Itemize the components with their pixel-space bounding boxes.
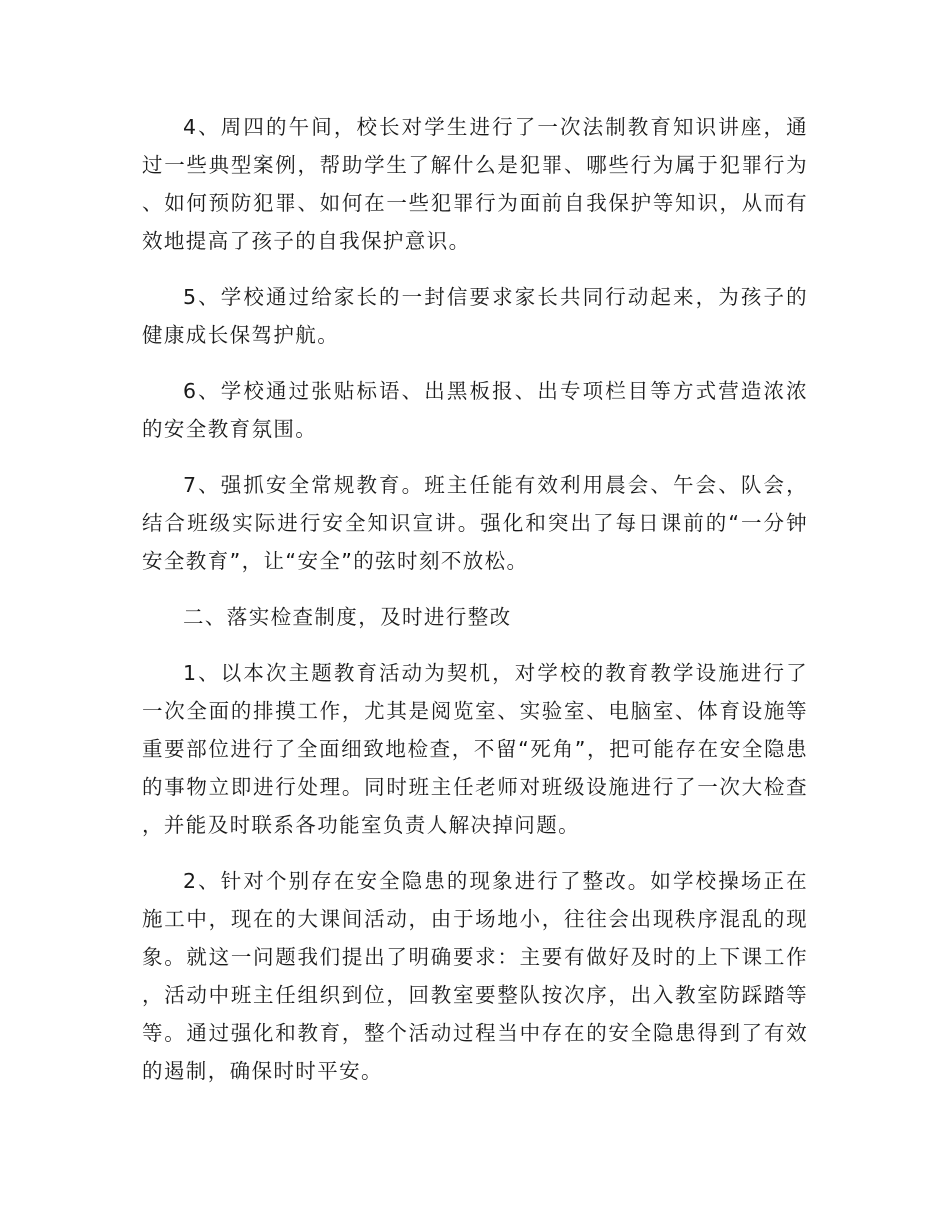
paragraph-item-7: 7、强抓安全常规教育。班主任能有效利用晨会、午会、队会，结合班级实际进行安全知识宣讲。强化和突出了每日课前的“一分钟安全教育”，让“安全”的弦时刻不放松。 — [142, 473, 808, 573]
paragraph-item-4: 4、周四的午间，校长对学生进行了一次法制教育知识讲座，通过一些典型案例，帮助学生了解什么是犯罪、哪些行为属于犯罪行为、如何预防犯罪、如何在一些犯罪行为面前自我保护等知识，从而有效地提高了孩子的自我保护意识。 — [142, 115, 808, 253]
paragraph-item-6: 6、学校通过张贴标语、出黑板报、出专项栏目等方式营造浓浓的安全教育氛围。 — [142, 379, 808, 441]
section-heading-2: 二、落实检查制度，及时进行整改 — [183, 605, 512, 629]
paragraph-item-5: 5、学校通过给家长的一封信要求家长共同行动起来，为孩子的健康成长保驾护航。 — [142, 285, 808, 347]
paragraph-item-2: 2、针对个别存在安全隐患的现象进行了整改。如学校操场正在施工中，现在的大课间活动，由于场地小，往往会出现秩序混乱的现象。就这一问题我们提出了明确要求：主要有做好及时的上下课工作，活动中班主任组织到位，回教室要整队按次序，出入教室防踩踏等等。通过强化和教育，整个活动过程当中存在的安全隐患得到了有效的遏制，确保时时平安。 — [142, 869, 808, 1083]
paragraph-item-1: 1、以本次主题教育活动为契机，对学校的教育教学设施进行了一次全面的排摸工作，尤其是阅览室、实验室、电脑室、体育设施等重要部位进行了全面细致地检查，不留“死角”，把可能存在安全隐患的事物立即进行处理。同时班主任老师对班级设施进行了一次大检查，并能及时联系各功能室负责人解决掉问题。 — [142, 661, 808, 837]
document-body — [142, 108, 808, 1108]
